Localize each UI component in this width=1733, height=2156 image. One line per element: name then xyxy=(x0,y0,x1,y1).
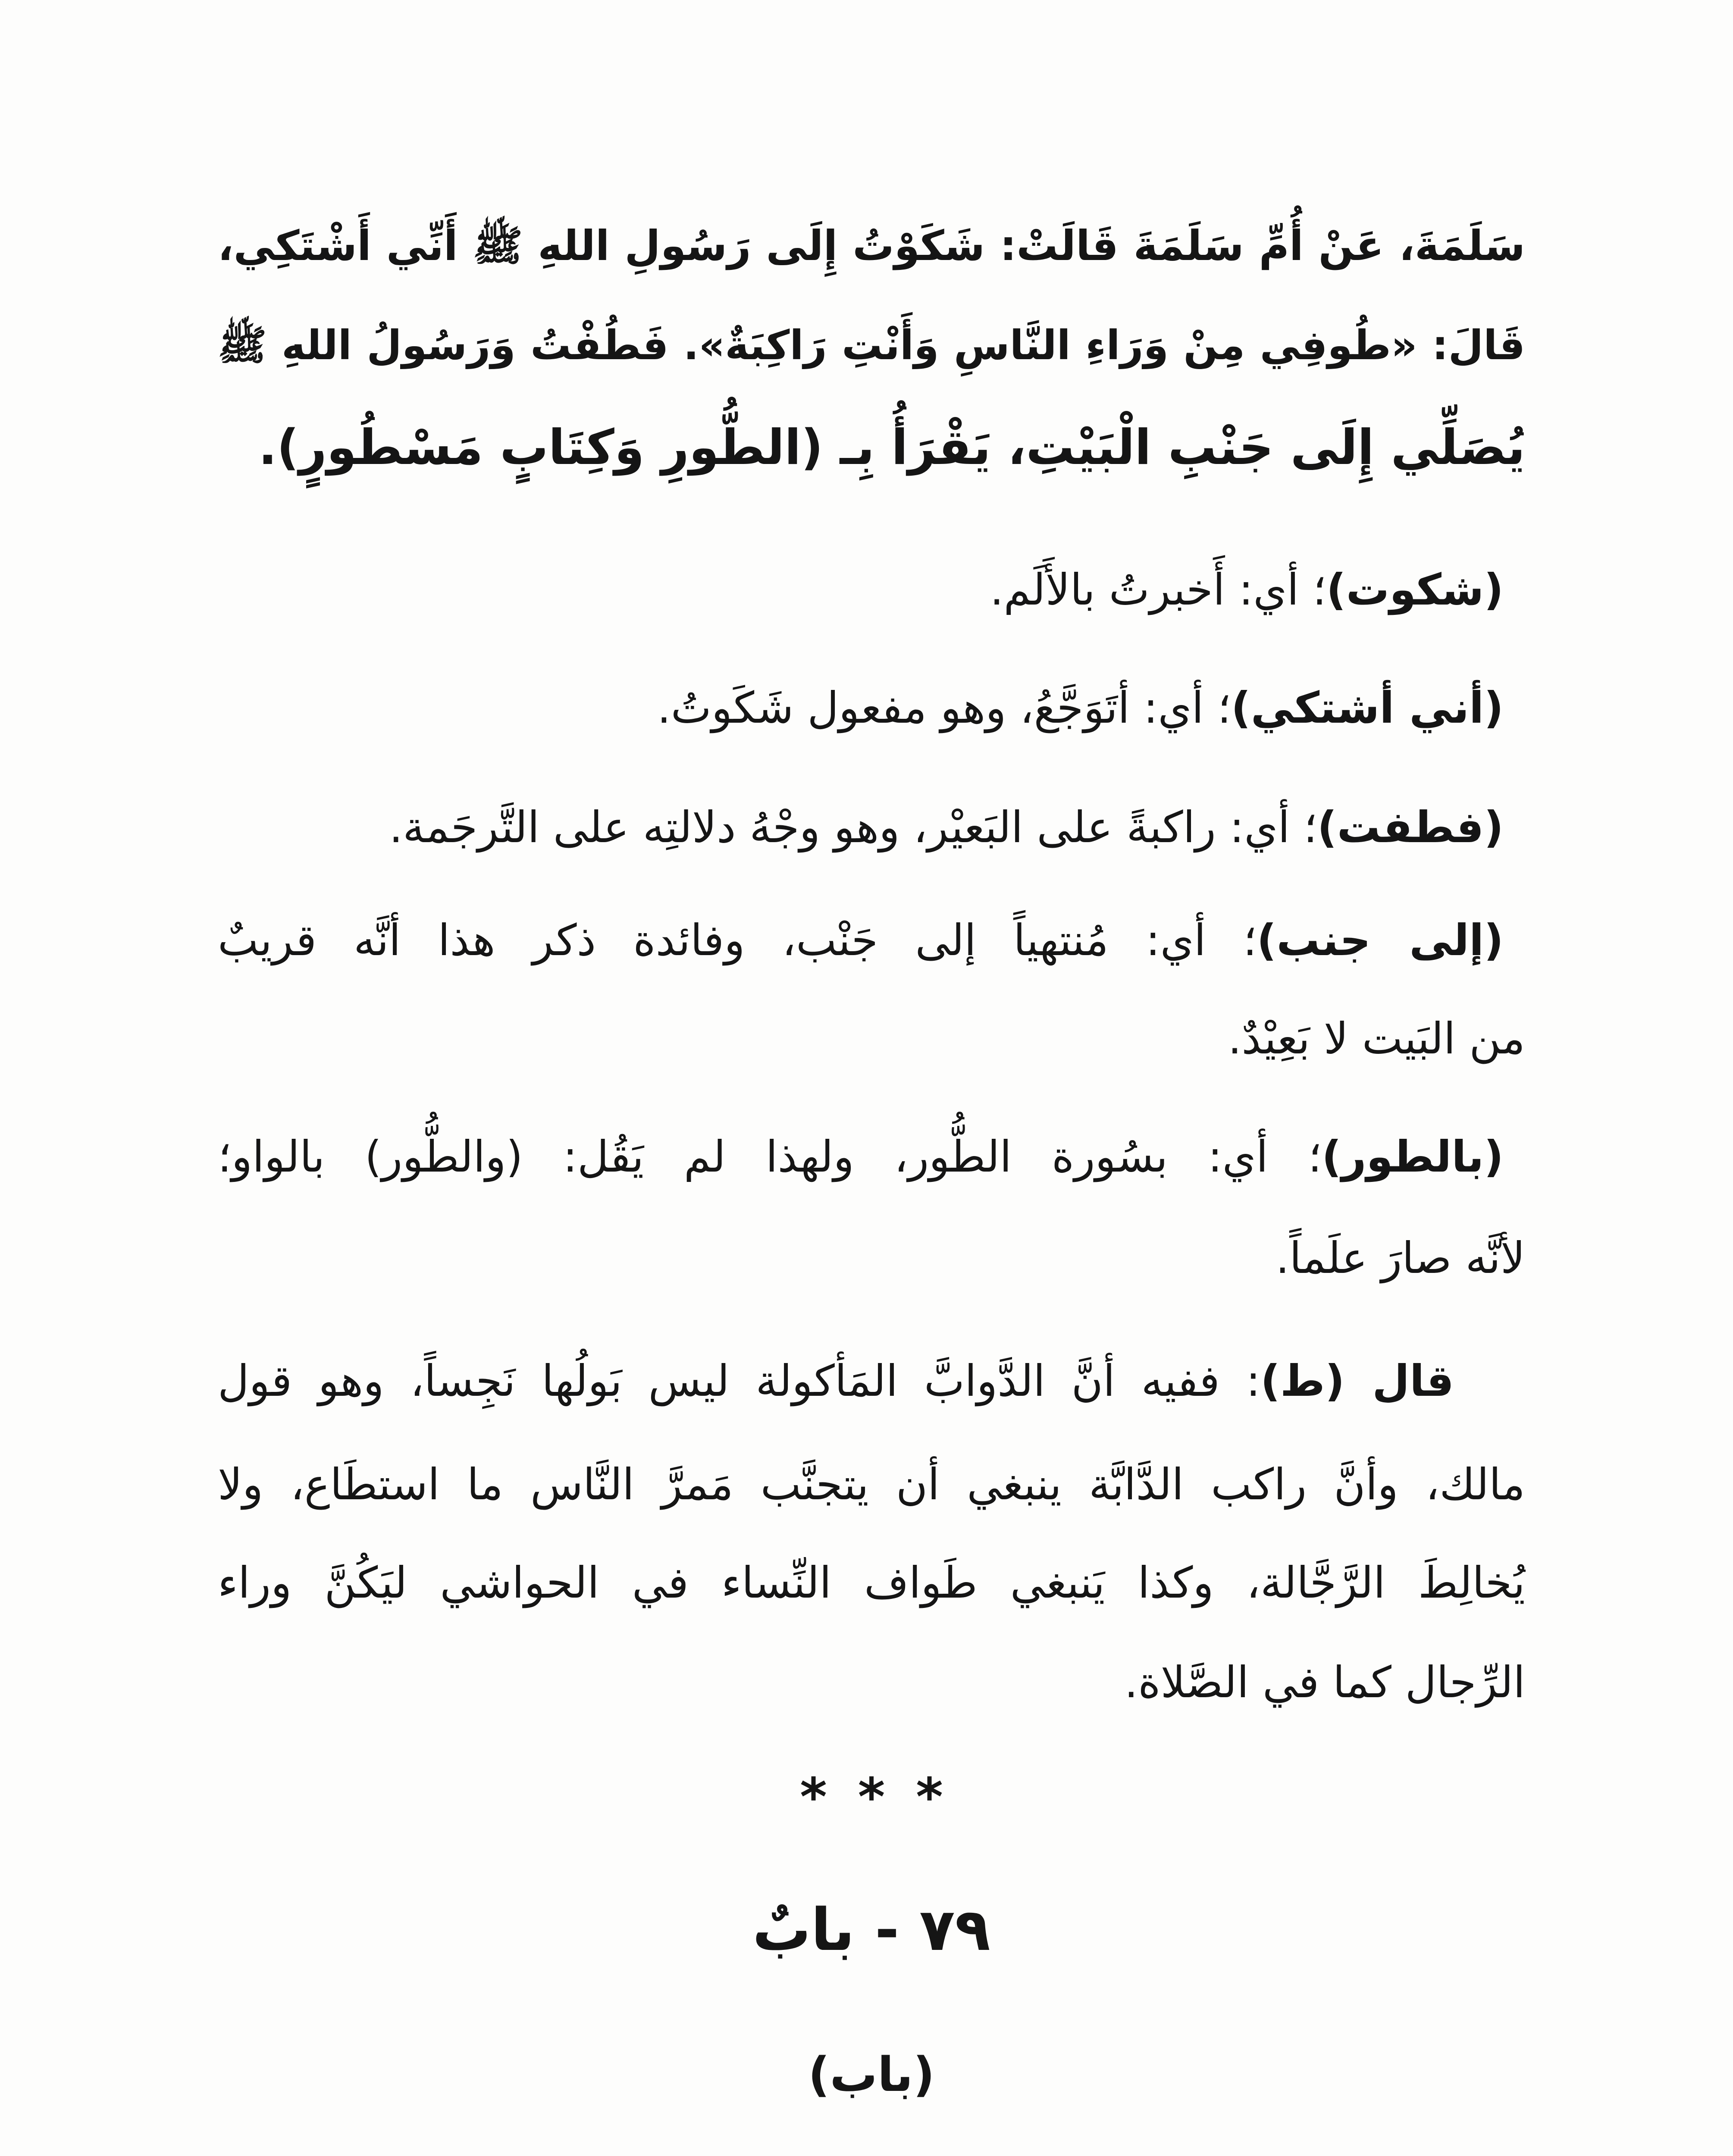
gloss-text: ؛ أي: أتَوَجَّعُ، وهو مفعول شَكَوتُ. xyxy=(657,683,1232,733)
gloss-text: ؛ أي: مُنتهياً إلى جَنْب، وفائدة ذكر هذا أنَّه قريبٌ xyxy=(218,915,1257,965)
lemma: (إلى جنب) xyxy=(1257,915,1504,965)
commentary-line xyxy=(218,780,1525,875)
commentary-line xyxy=(218,661,1525,755)
commentary-line xyxy=(218,893,1525,988)
commentary-line xyxy=(218,1334,1525,1429)
lemma: (بالطور) xyxy=(1322,1131,1504,1182)
gloss-text: : ففيه أنَّ الدَّوابَّ المَأكولة ليس بَولُها نَجِساً، وهو قول xyxy=(218,1356,1261,1406)
gloss-text: ؛ أي: راكبةً على البَعيْر، وهو وجْهُ دلالتِه على التَّرجَمة. xyxy=(389,802,1317,852)
chapter-subheading: (باب) xyxy=(808,2047,935,2102)
commentary-line: يُخالِطَ الرَّجَّالة، وكذا يَنبغي طَواف النِّساء في الحواشي ليَكُنَّ وراء xyxy=(218,1557,1525,1608)
commentary-line: لأنَّه صارَ علَماً. xyxy=(1275,1233,1525,1283)
commentary-line: من البَيت لا بَعِيْدٌ. xyxy=(1228,1013,1525,1064)
gloss-text: ؛ أي: بسُورة الطُّور، ولهذا لم يَقُل: (والطُّور) بالواو؛ xyxy=(218,1131,1322,1182)
hadith-line: قَالَ: «طُوفِي مِنْ وَرَاءِ النَّاسِ وَأَنْتِ رَاكِبَةٌ». فَطُفْتُ وَرَسُولُ اللهِ ﷺ xyxy=(218,322,1525,369)
hadith-line: يُصَلِّي إِلَى جَنْبِ الْبَيْتِ، يَقْرَأُ بِـ (الطُّورِ وَكِتَابٍ مَسْطُورٍ). xyxy=(258,420,1525,476)
lemma: (شكوت) xyxy=(1326,564,1504,615)
commentary-line xyxy=(218,1109,1525,1204)
commentary-line: مالك، وأنَّ راكب الدَّابَّة ينبغي أن يتجنَّب مَمرَّ النَّاس ما استطَاع، ولا xyxy=(218,1459,1525,1510)
commentary-line xyxy=(218,542,1525,637)
gloss-text: ؛ أي: أَخبرتُ بالأَلَم. xyxy=(990,564,1326,615)
chapter-heading: ٧٩ - بابٌ xyxy=(752,1896,990,1964)
commentary-line: الرِّجال كما في الصَّلاة. xyxy=(1124,1657,1525,1708)
hadith-line: سَلَمَةَ، عَنْ أُمِّ سَلَمَةَ قَالَتْ: شَكَوْتُ إِلَى رَسُولِ اللهِ ﷺ أَنِّي أَشْتَكِي، xyxy=(218,222,1525,270)
lemma: قال (ط) xyxy=(1260,1356,1454,1406)
lemma: (فطفت) xyxy=(1317,802,1504,852)
lemma: (أني أشتكي) xyxy=(1231,683,1504,733)
section-separator: * * * xyxy=(800,1767,943,1827)
